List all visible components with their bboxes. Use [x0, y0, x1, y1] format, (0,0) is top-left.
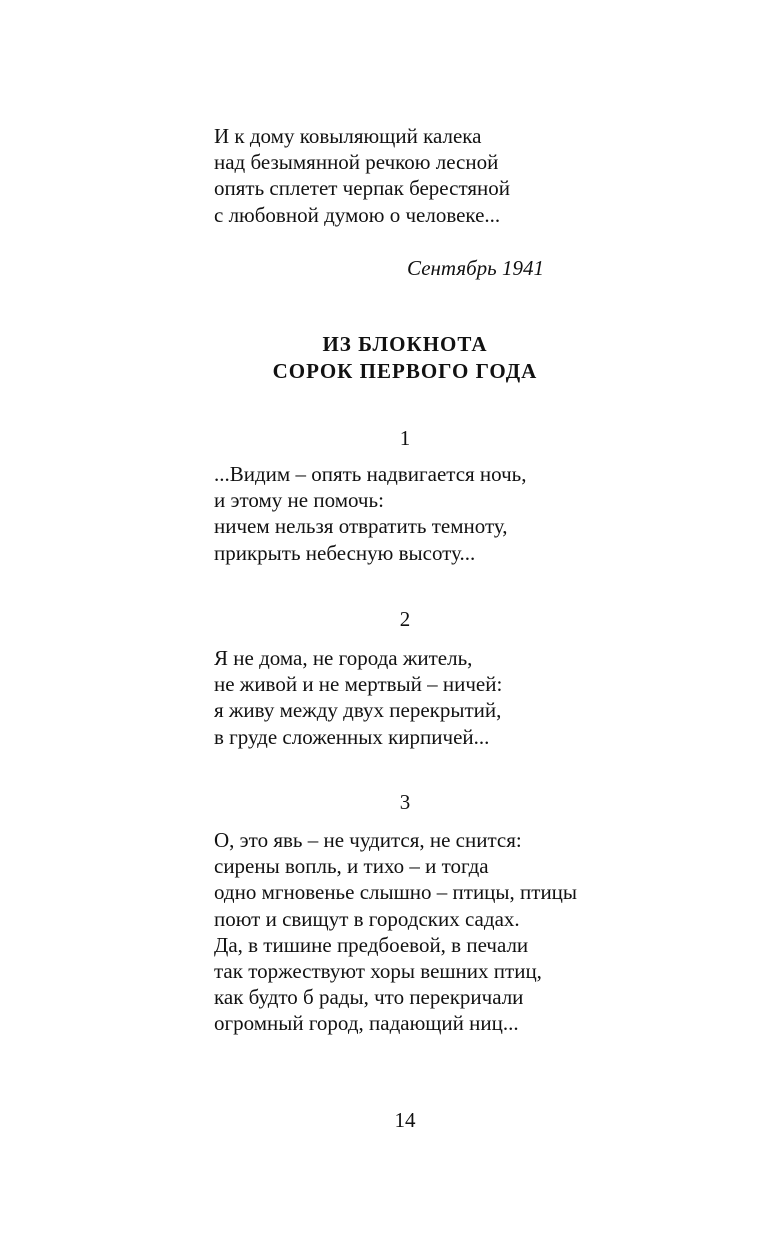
- verse-line: поют и свищут в городских садах.: [214, 906, 520, 931]
- verse-line: и этому не помочь:: [214, 488, 384, 513]
- verse-line: не живой и не мертвый – ничей:: [214, 672, 503, 697]
- verse-line: ...Видим – опять надвигается ночь,: [214, 462, 527, 486]
- verse-line: так торжествуют хоры вешних птиц,: [214, 959, 542, 984]
- poem-stanza: [214, 461, 634, 566]
- section-title: [0, 331, 768, 385]
- verse-line: я живу между двух перекрытий,: [214, 698, 502, 723]
- verse-line: Я не дома, не города житель,: [214, 646, 473, 670]
- verse-line: над безымянной речкою лесной: [214, 150, 499, 175]
- poem-stanza: [214, 827, 634, 1037]
- section-title-line-1: ИЗ БЛОКНОТА: [322, 332, 488, 356]
- verse-line: И к дому ковыляющий калека: [214, 124, 482, 148]
- poem-dateline: Сентябрь 1941: [407, 256, 544, 280]
- verse-line: сирены вопль, и тихо – и тогда: [214, 854, 489, 879]
- verse-line: опять сплетет черпак берестяной: [214, 176, 511, 201]
- verse-line: в груде сложенных кирпичей...: [214, 724, 490, 749]
- verse-line: как будто б рады, что перекричали: [214, 985, 524, 1010]
- verse-line: прикрыть небесную высоту...: [214, 540, 476, 565]
- page-number: 14: [394, 1108, 416, 1132]
- poem-number: 1: [399, 426, 411, 450]
- verse-line: с любовной думою о человеке...: [214, 202, 501, 227]
- verse-line: ничем нельзя отвратить темноту,: [214, 514, 508, 539]
- verse-line: одно мгновенье слышно – птицы, птицы: [214, 880, 578, 905]
- section-title-line-2: СОРОК ПЕРВОГО ГОДА: [272, 359, 538, 383]
- poem-stanza: [214, 645, 634, 750]
- verse-line: огромный город, падающий ниц...: [214, 1011, 519, 1036]
- verse-line: О, это явь – не чудится, не снится:: [214, 828, 522, 852]
- poem-number: 2: [399, 607, 411, 631]
- poem-number: 3: [399, 790, 411, 814]
- opening-stanza: [214, 123, 634, 228]
- verse-line: Да, в тишине предбоевой, в печали: [214, 932, 529, 957]
